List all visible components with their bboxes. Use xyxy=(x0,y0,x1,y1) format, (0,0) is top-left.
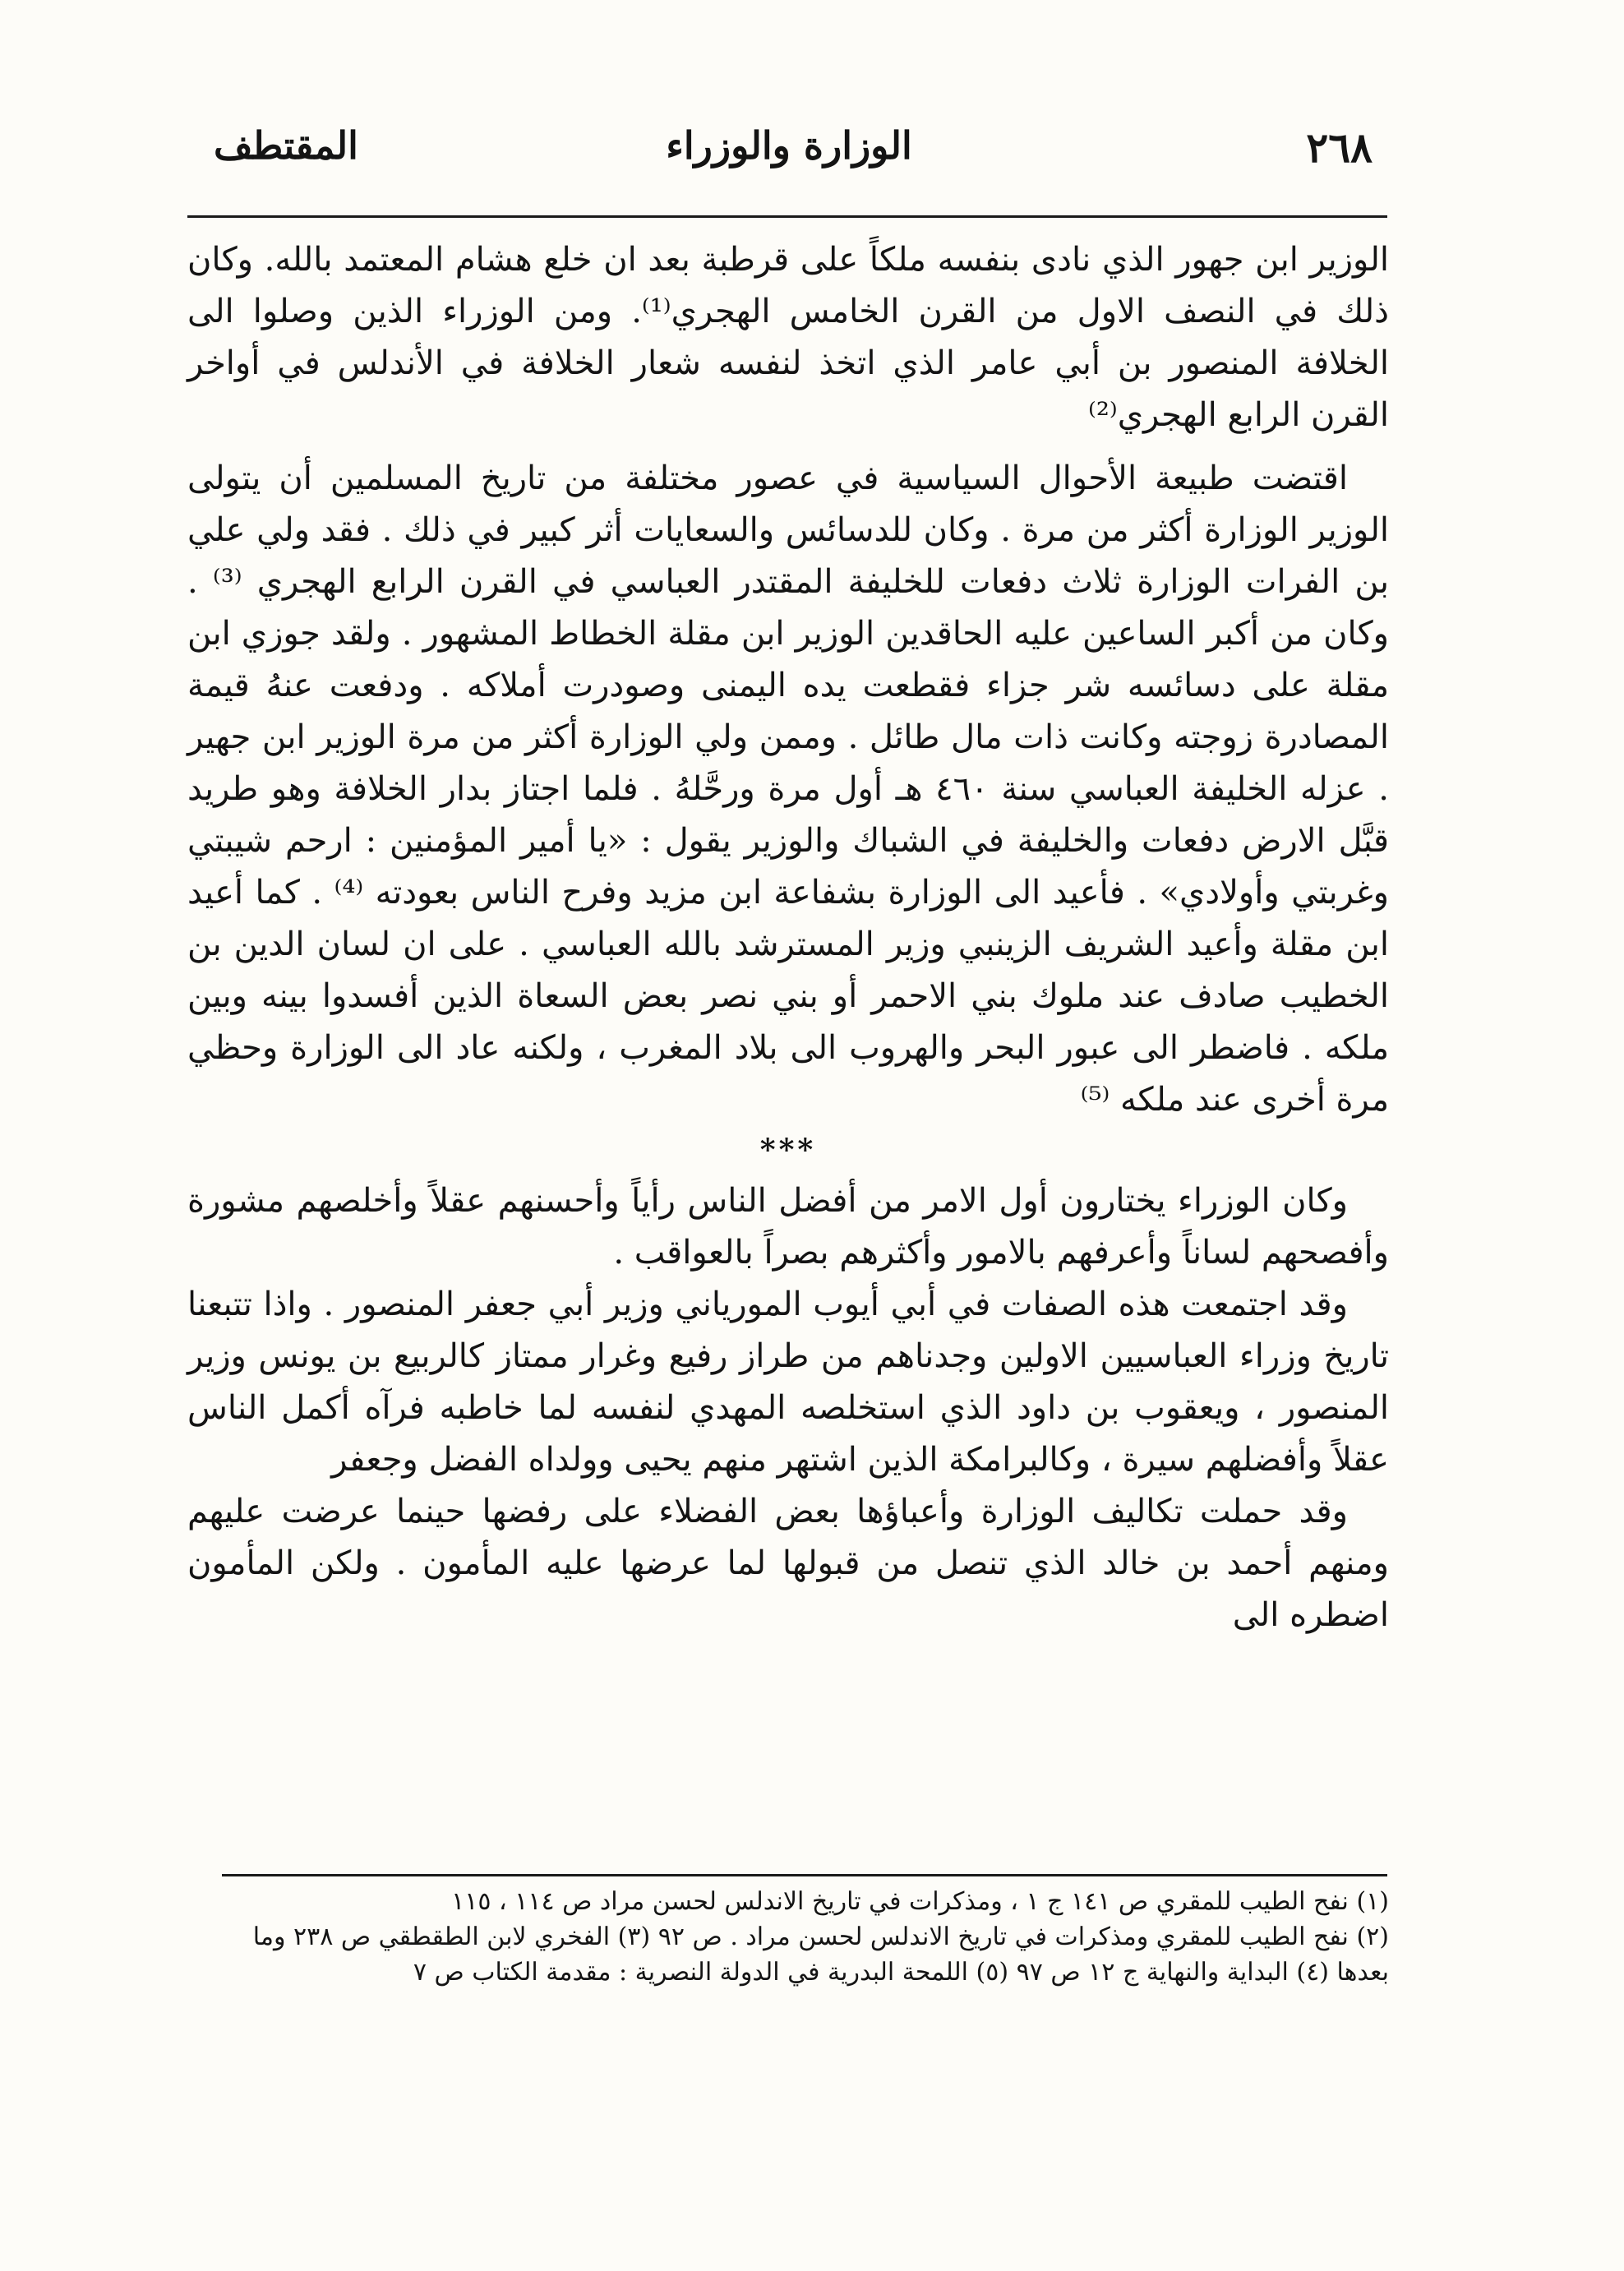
page-number: ٢٦٨ xyxy=(1306,123,1373,172)
section-separator: *** xyxy=(759,1133,817,1167)
footnote-divider xyxy=(222,1874,1387,1876)
footnote: (١) نفح الطيب للمقري ص ١٤١ ج ١ ، ومذكرات في تاريخ الاندلس لحسن مراد ص ١١٤ ، ١١٥ xyxy=(451,1887,1389,1916)
paragraph: وقد اجتمعت هذه الصفات في أبي أيوب المورياني وزير أبي جعفر المنصور . واذا تتبعنا تاريخ وزراء العباسيين الاولين وجدناهم من طراز رفيع وغرار ممتاز كالربيع بن يونس وزير المنصور ، ويعقوب بن داود الذي استخلصه المهدي لنفسه لما خاطبه فرآه أكمل الناس عقلاً وأفضلهم سيرة ، وكالبرامكة الذين اشتهر منهم يحيى وولداه الفضل وجعفر xyxy=(187,1286,1389,1479)
paragraph: وكان الوزراء يختارون أول الامر من أفضل الناس رأياً وأحسنهم عقلاً وأخلصهم مشورة وأفصحهم لساناً وأعرفهم بالامور وأكثرهم بصراً بالعواقب . xyxy=(187,1182,1389,1272)
main-text xyxy=(187,234,1389,1641)
paragraph: وقد حملت تكاليف الوزارة وأعباؤها بعض الفضلاء على رفضها حينما عرضت عليهم ومنهم أحمد بن خالد الذي تنصل من قبولها لما عرضها عليه المأمون . ولكن المأمون اضطره الى xyxy=(187,1493,1389,1634)
journal-name: المقتطف xyxy=(214,123,358,168)
footnotes xyxy=(197,1884,1389,1990)
footnote: (٢) نفح الطيب للمقري ومذكرات في تاريخ الاندلس لحسن مراد . ص ٩٢ (٣) الفخري لابن الطقطقي ص ٢٣٨ وما بعدها (٤) البداية والنهاية ج ١٢ ص ٩٧ (٥) اللمحة البدرية في الدولة النصرية : مقدمة الكتاب ص ٧ xyxy=(252,1923,1389,1987)
page-header xyxy=(197,123,1381,189)
paragraph-continued: الوزير ابن جهور الذي نادى بنفسه ملكاً على قرطبة بعد ان خلع هشام المعتمد بالله. وكان ذلك في النصف الاول من القرن الخامس الهجري⁽¹⁾. ومن الوزراء الذين وصلوا الى الخلافة المنصور بن أبي عامر الذي اتخذ لنفسه شعار الخلافة في الأندلس في أواخر القرن الرابع الهجري⁽²⁾ xyxy=(187,241,1389,434)
paragraph: اقتضت طبيعة الأحوال السياسية في عصور مختلفة من تاريخ المسلمين أن يتولى الوزير الوزارة أكثر من مرة . وكان للدسائس والسعايات أثر كبير في ذلك . فقد ولي علي بن الفرات الوزارة ثلاث دفعات للخليفة المقتدر العباسي في القرن الرابع الهجري ⁽³⁾ . وكان من أكبر الساعين عليه الحاقدين الوزير ابن مقلة الخطاط المشهور . ولقد جوزي ابن مقلة على دسائسه شر جزاء فقطعت يده اليمنى وصودرت أملاكه . ودفعت عنهُ قيمة المصادرة زوجته وكانت ذات مال طائل . وممن ولي الوزارة أكثر من مرة الوزير ابن جهير . عزله الخليفة العباسي سنة ٤٦٠ هـ أول مرة ورحَّلهُ . فلما اجتاز بدار الخلافة وهو طريد قبَّل الارض دفعات والخليفة في الشباك والوزير يقول : «يا أمير المؤمنين : ارحم شيبتي وغربتي وأولادي» . فأعيد الى الوزارة بشفاعة ابن مزيد وفرح الناس بعودته ⁽⁴⁾ . كما أعيد ابن مقلة وأعيد الشريف الزينبي وزير المسترشد بالله العباسي . على ان لسان الدين بن الخطيب صادف عند ملوك بني الاحمر أو بني نصر بعض السعاة الذين أفسدوا بينه وبين ملكه . فاضطر الى عبور البحر والهروب الى بلاد المغرب ، ولكنه عاد الى الوزارة وحظي مرة أخرى عند ملكه ⁽⁵⁾ xyxy=(187,459,1389,1119)
running-title: الوزارة والوزراء xyxy=(666,123,912,168)
header-divider xyxy=(187,215,1387,218)
